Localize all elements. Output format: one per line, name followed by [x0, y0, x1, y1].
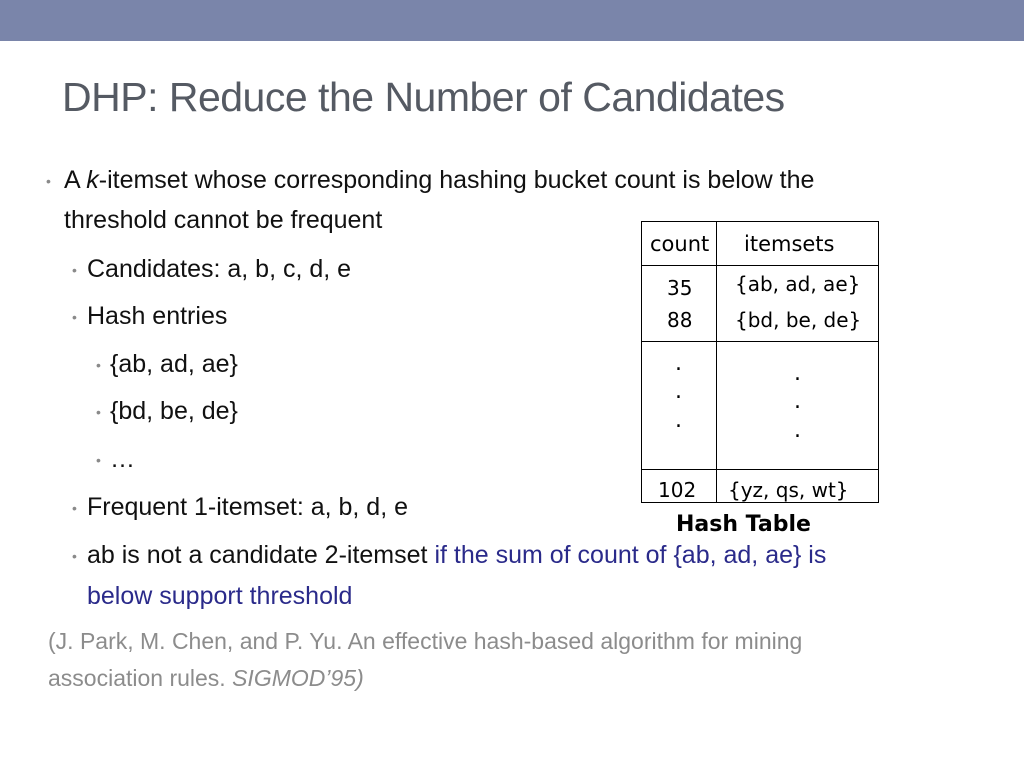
table-row-divider [641, 341, 879, 342]
bullet-marker: • [72, 548, 77, 564]
table-cell-itemsets: {yz, qs, wt} [728, 478, 849, 502]
bullet-threshold-line1 [64, 166, 814, 195]
ellipsis-dot: . [675, 351, 682, 376]
table-border-top [641, 221, 879, 222]
table-header-count: count [650, 232, 710, 256]
ellipsis-dot: . [794, 418, 801, 443]
top-banner [0, 0, 1024, 41]
bullet-marker: • [72, 309, 77, 325]
reference-line1: (J. Park, M. Chen, and P. Yu. An effective hash-based algorithm for mining [48, 628, 803, 654]
bullet-marker: • [72, 500, 77, 516]
table-column-divider [716, 221, 717, 503]
text-k-italic: k [86, 166, 99, 194]
bullet-marker: • [96, 404, 101, 420]
table-cell-count: 102 [658, 478, 697, 502]
bullet-marker: • [96, 452, 101, 468]
table-border-right [878, 221, 879, 503]
ellipsis-dot: . [794, 361, 801, 386]
table-cell-count: 88 [667, 308, 693, 332]
bullet-entry-1: {ab, ad, ae} [110, 350, 238, 378]
table-cell-itemsets: {bd, be, de} [735, 308, 862, 332]
table-border-left [641, 221, 642, 503]
bullet-frequent: Frequent 1-itemset: a, b, d, e [87, 493, 408, 521]
bullet-entry-more: … [110, 445, 135, 473]
table-cell-count: 35 [667, 276, 693, 300]
reference-italic: SIGMOD’95) [232, 665, 364, 691]
hash-table-caption: Hash Table [676, 512, 811, 537]
bullet-marker: • [72, 262, 77, 278]
text-blue: if the sum of count of {ab, ad, ae} is [434, 541, 827, 569]
bullet-threshold-line2: threshold cannot be frequent [64, 206, 383, 234]
bullet-entry-2: {bd, be, de} [110, 397, 238, 425]
table-border-bottom [641, 502, 879, 503]
ellipsis-dot: . [794, 389, 801, 414]
bullet-ab-not-candidate-line2: below support threshold [87, 582, 353, 610]
bullet-marker: • [46, 173, 51, 189]
ellipsis-dot: . [675, 408, 682, 433]
text-black: ab is not a candidate 2-itemset [87, 541, 435, 569]
bullet-ab-not-candidate-line1 [87, 541, 826, 570]
reference-line2 [48, 665, 364, 692]
reference-plain: association rules. [48, 665, 233, 691]
table-row-divider [641, 469, 879, 470]
slide-title: DHP: Reduce the Number of Candidates [62, 74, 785, 120]
ellipsis-dot: . [675, 379, 682, 404]
bullet-hash-entries: Hash entries [87, 302, 228, 330]
bullet-candidates: Candidates: a, b, c, d, e [87, 255, 352, 283]
table-header-itemsets: itemsets [744, 232, 835, 256]
table-cell-itemsets: {ab, ad, ae} [735, 272, 861, 296]
table-header-divider [641, 265, 879, 266]
text-rest: -itemset whose corresponding hashing bucket count is below the [98, 166, 815, 194]
text-prefix: A [64, 166, 87, 194]
bullet-marker: • [96, 357, 101, 373]
